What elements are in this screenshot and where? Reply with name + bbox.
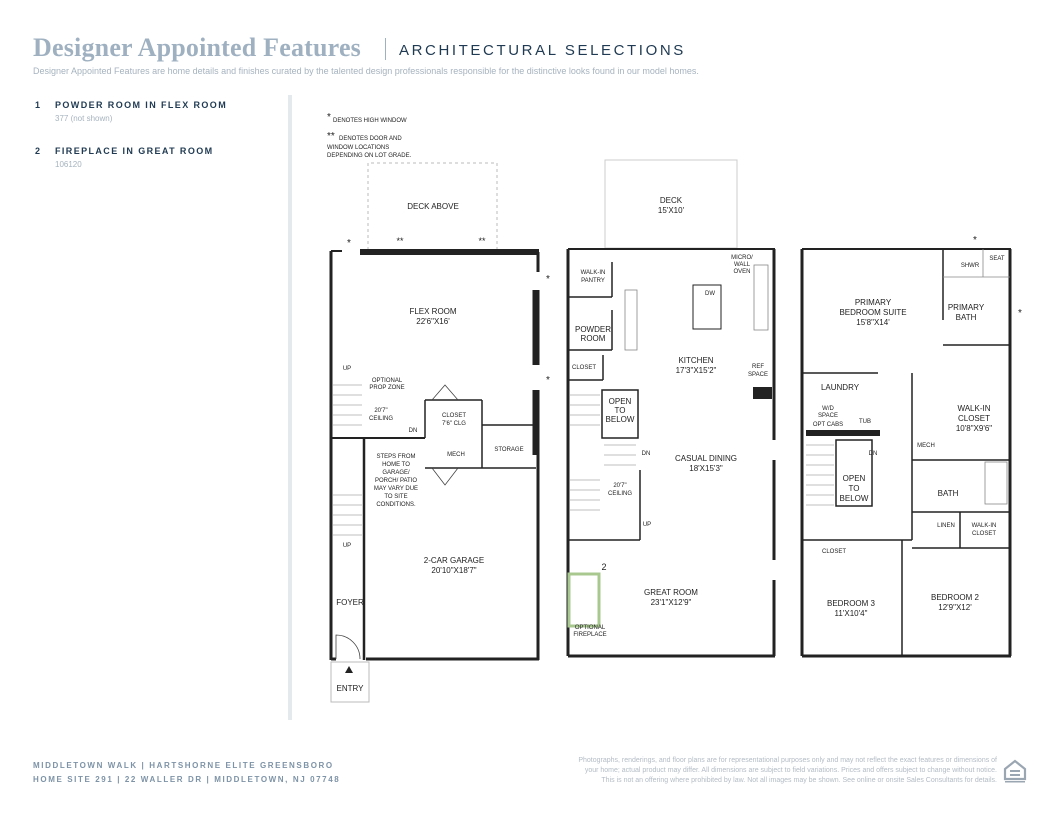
fireplace-label-2: FIREPLACE (573, 632, 607, 638)
ceiling-label-2: CEILING (368, 416, 394, 422)
ceiling-label-2: CEILING (607, 491, 633, 497)
linen-label: LINEN (937, 523, 955, 529)
micro-label-3: OVEN (733, 269, 751, 275)
wd-label-2: SPACE (818, 413, 838, 419)
kitchen-label: KITCHEN (678, 356, 714, 365)
high-window-mark: * (1018, 308, 1022, 319)
closet-label: CLOSET (571, 365, 597, 371)
steps-note-5: MAY VARY DUE (373, 486, 419, 492)
dn-label: DN (641, 451, 651, 457)
lower-labels (336, 202, 550, 693)
feature-title: FIREPLACE IN GREAT ROOM (55, 146, 214, 156)
mech-label: MECH (917, 443, 935, 449)
deck-label: DECK (659, 196, 683, 205)
floor-plan-lower (331, 163, 539, 702)
page-title: Designer Appointed Features (33, 33, 362, 62)
wic-label-2: CLOSET (957, 414, 991, 423)
garage-label: 2-CAR GARAGE (423, 556, 485, 565)
wd-label-1: W/D (822, 406, 834, 412)
door-window-note-2: WINDOW LOCATIONS (327, 145, 390, 151)
bath-label: BATH (937, 489, 959, 498)
ceiling-label-1: 20'7" (374, 408, 388, 414)
entry-label: ENTRY (336, 684, 364, 693)
up-label: UP (642, 522, 652, 528)
floor-plan-main (568, 160, 775, 656)
stairs-lower (333, 385, 362, 535)
bedroom3-label: BEDROOM 3 (826, 599, 876, 608)
open-below-label-1: OPEN (608, 397, 632, 406)
entry-door (336, 635, 360, 659)
feature-marker: 2 (601, 562, 607, 572)
deck-above-label: DECK ABOVE (407, 202, 459, 211)
steps-note-3: GARAGE/ (382, 470, 410, 476)
ref-space-fill (753, 387, 772, 399)
upper-labels (813, 235, 1022, 618)
micro-label-2: WALL (733, 262, 751, 268)
bathtub (985, 462, 1007, 504)
bedroom3-dim: 11'X10'4" (834, 609, 868, 618)
opt-cabs-label: OPT CABS (812, 422, 844, 428)
steps-note-1: STEPS FROM (376, 454, 416, 460)
dining-label: CASUAL DINING (675, 454, 737, 463)
deck-dim: 15'X10' (657, 206, 685, 215)
door-window-note-3: DEPENDING ON LOT GRADE. (327, 153, 412, 159)
dn-label: DN (408, 428, 418, 434)
closet-label: CLOSET (441, 413, 467, 419)
door-window-mark: ** (478, 236, 486, 246)
disclaimer-line-3: This is not an offering where prohibited by law. Not all images may be shown. See online or onsite Sales Consultants for details. (601, 777, 997, 784)
page-subtitle: ARCHITECTURAL SELECTIONS (399, 42, 686, 59)
high-window-note: DENOTES HIGH WINDOW (333, 118, 407, 124)
footer-address: HOME SITE 291 | 22 WALLER DR | MIDDLETOWN, NJ 07748 (33, 775, 341, 784)
flex-room-dim: 22'6"X16' (416, 317, 450, 326)
steps-note-6: TO SITE (384, 494, 408, 500)
stairs-upper (806, 445, 834, 505)
high-window-mark: * (973, 235, 977, 246)
primary-bath-label-1: PRIMARY (947, 303, 985, 312)
fireplace-label-1: OPTIONAL (574, 625, 606, 631)
footer-community: MIDDLETOWN WALK | HARTSHORNE ELITE GREENSBORO (33, 761, 334, 770)
plan-notes (327, 112, 412, 159)
disclaimer-line-1: Photographs, renderings, and floor plans are for representational purposes only and may not reflect the exact features or dimensions of (578, 757, 997, 764)
mech-label: MECH (447, 452, 465, 458)
equal-housing-icon (1003, 758, 1027, 784)
bedroom2-label: BEDROOM 2 (930, 593, 980, 602)
feature-number: 2 (35, 146, 41, 156)
powder-label-2: ROOM (580, 334, 606, 343)
kitchen-dim: 17'3"X15'2" (675, 366, 717, 375)
open-below-label-2: TO (614, 406, 626, 415)
primary-suite-label-2: BEDROOM SUITE (839, 308, 907, 317)
high-window-mark: * (347, 238, 351, 249)
high-window-mark: * (546, 274, 550, 285)
feature-title: POWDER ROOM IN FLEX ROOM (55, 100, 228, 110)
micro-label-1: MICRO/ (731, 255, 753, 261)
closet-label: CLOSET (821, 549, 847, 555)
flex-room-label: FLEX ROOM (409, 307, 457, 316)
kitchen-counter (754, 265, 768, 330)
tub-label: TUB (859, 419, 871, 425)
wic2-label-2: CLOSET (971, 531, 997, 537)
open-below-label-2: TO (848, 484, 860, 493)
dn-label: DN (868, 451, 878, 457)
bedroom2-dim: 12'9"X12' (938, 603, 972, 612)
page-description: Designer Appointed Features are home details and finishes curated by the talented design professionals responsible for the distinctive looks found in our model homes. (33, 66, 699, 76)
closet-clg-label: 7'6" CLG (442, 421, 466, 427)
feature-number: 1 (35, 100, 41, 110)
shower-label: SHWR (960, 263, 980, 269)
great-room-dim: 23'1"X12'9" (650, 598, 692, 607)
door-window-note-1: DENOTES DOOR AND (339, 136, 402, 142)
wic-dim: 10'8"X9'6" (955, 424, 993, 433)
door-window-mark: ** (327, 131, 335, 142)
feature-code: 377 (not shown) (55, 114, 113, 123)
seat-label: SEAT (989, 256, 1005, 262)
feature-code: 106120 (55, 160, 82, 169)
primary-bath-label-2: BATH (955, 313, 977, 322)
garage-dim: 20'10"X18'7" (431, 566, 477, 575)
entry-arrow-icon (345, 666, 353, 673)
primary-suite-dim: 15'8"X14' (856, 318, 890, 327)
fireplace-highlight (569, 574, 599, 626)
pantry-label-1: WALK-IN (580, 270, 606, 276)
prop-zone-label-1: OPTIONAL (371, 378, 403, 384)
laundry-counter (806, 430, 880, 436)
open-below-label-3: BELOW (839, 494, 869, 503)
steps-note-2: HOME TO (382, 462, 410, 468)
ref-label-1: REF (752, 364, 764, 370)
high-window-mark: * (546, 375, 550, 386)
foyer-label: FOYER (336, 598, 364, 607)
wic2-label-1: WALK-IN (971, 523, 997, 529)
door-window-mark: ** (396, 236, 404, 246)
great-room-label: GREAT ROOM (644, 588, 698, 597)
primary-suite-label-1: PRIMARY (854, 298, 892, 307)
dining-dim: 18'X15'3" (689, 464, 723, 473)
up-label: UP (342, 543, 352, 549)
prop-zone-label-2: PROP ZONE (369, 385, 405, 391)
wic-label-1: WALK-IN (957, 404, 991, 413)
steps-note-4: PORCH/ PATIO (374, 478, 418, 484)
laundry-label: LAUNDRY (820, 383, 860, 392)
ceiling-label-1: 20'7" (613, 483, 627, 489)
high-window-mark: * (327, 112, 331, 123)
up-label: UP (342, 366, 352, 372)
open-below-label-3: BELOW (605, 415, 635, 424)
storage-label: STORAGE (494, 447, 524, 453)
steps-note-7: CONDITIONS. (376, 502, 416, 508)
disclaimer-line-2: your home; actual product may differ. All dimensions are subject to field variations. Prices and offers subject to change without notice. (584, 767, 997, 774)
dw-label: DW (705, 291, 715, 297)
open-below-label-1: OPEN (842, 474, 866, 483)
ref-label-2: SPACE (748, 372, 768, 378)
powder-label-1: POWDER (575, 325, 611, 334)
pantry-label-2: PANTRY (581, 278, 605, 284)
